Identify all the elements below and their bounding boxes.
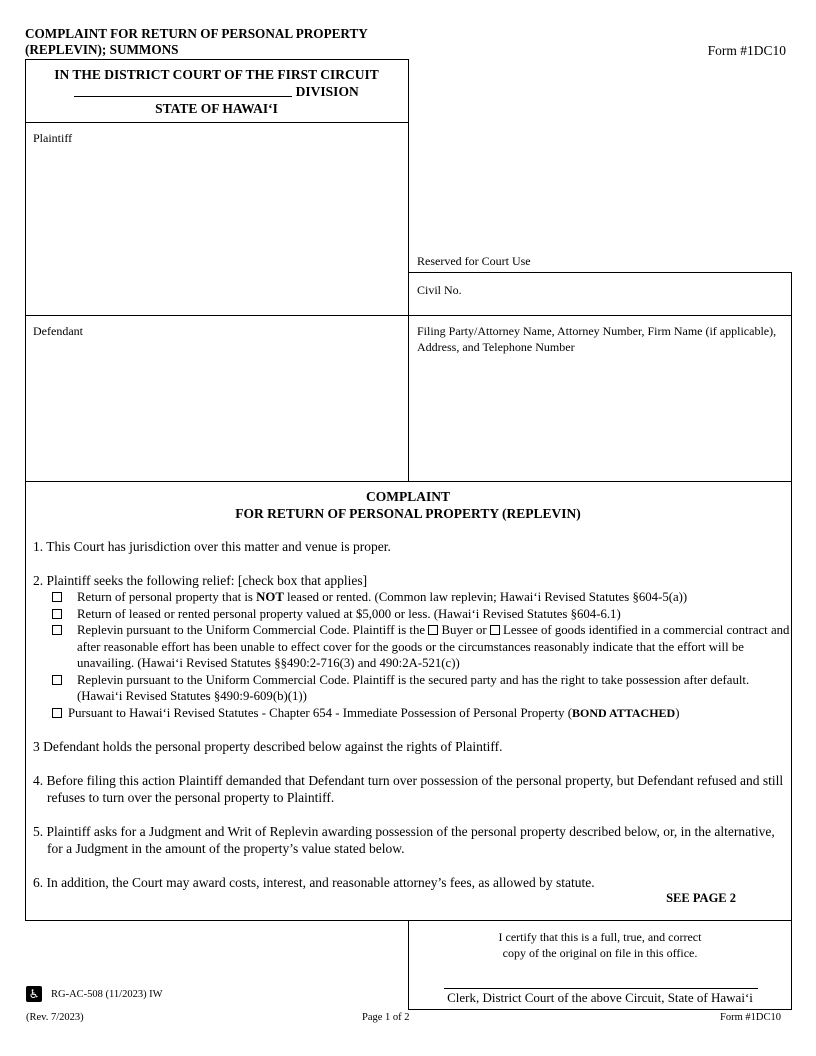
filing-party-label: Filing Party/Attorney Name, Attorney Number, Firm Name (if applicable), Address, and Telephone Number (417, 324, 777, 354)
complaint-subheading: FOR RETURN OF PERSONAL PROPERTY (REPLEVIN) (235, 506, 581, 521)
relief-option-2-text: Return of leased or rented personal property valued at $5,000 or less. (Hawai‘i Revised Statutes §604-6.1) (77, 606, 621, 621)
buyer-checkbox[interactable] (428, 625, 438, 635)
relief-option-2-checkbox[interactable] (52, 609, 62, 619)
defendant-field[interactable] (26, 342, 407, 478)
state-name: STATE OF HAWAI‘I (155, 101, 278, 116)
complaint-body (25, 488, 791, 906)
form-title-line1: COMPLAINT FOR RETURN OF PERSONAL PROPERTY (25, 26, 368, 41)
relief-option-3 (25, 622, 791, 672)
plaintiff-field[interactable] (26, 150, 407, 310)
paragraph-3: 3 Defendant holds the personal property described below against the rights of Plaintiff. (33, 739, 503, 754)
relief-option-1-text-b: leased or rented. (Common law replevin; Hawai‘i Revised Statutes §604-5(a)) (283, 590, 688, 604)
relief-option-4 (25, 672, 791, 705)
page-number: Page 1 of 2 (362, 1012, 410, 1023)
relief-option-5 (25, 705, 791, 722)
revision-date: (Rev. 7/2023) (26, 1012, 84, 1023)
relief-option-3-text-a: Replevin pursuant to the Uniform Commercial Code. Plaintiff is the (77, 623, 429, 637)
relief-option-4-checkbox[interactable] (52, 675, 62, 685)
reserved-label: Reserved for Court Use (417, 254, 531, 268)
relief-option-5-text-b: ) (675, 705, 680, 720)
relief-option-2 (25, 606, 791, 623)
clerk-signature-line[interactable] (444, 988, 758, 989)
certify-bottom-rule (408, 1009, 792, 1010)
form-number: Form #1DC10 (707, 43, 786, 58)
civil-no-top-rule (408, 272, 792, 273)
see-page-2: SEE PAGE 2 (666, 891, 736, 905)
defendant-label: Defendant (33, 324, 83, 338)
relief-option-1 (25, 589, 791, 606)
party-divider (25, 315, 792, 316)
lessee-checkbox[interactable] (490, 625, 500, 635)
division-label: DIVISION (295, 84, 359, 99)
relief-option-4-text: Replevin pursuant to the Uniform Commercial Code. Plaintiff is the secured party and has the right to take possession after default. (Hawai‘i Revised Statutes §490:9-609(b)(1)) (77, 672, 750, 703)
caption-top-rule (25, 59, 409, 60)
division-line (25, 83, 408, 100)
form-title-line2: (REPLEVIN); SUMMONS (25, 42, 179, 57)
paragraph-6: 6. In addition, the Court may award costs, interest, and reasonable attorney’s fees, as allowed by statute. (33, 875, 595, 890)
relief-option-1-text-a: Return of personal property that is (77, 590, 257, 604)
certification-line-1: I certify that this is a full, true, and correct (498, 930, 702, 944)
form-title (25, 26, 425, 58)
paragraph-4: 4. Before filing this action Plaintiff demanded that Defendant turn over possession of the personal property, but Defendant refused and still refuses to turn over the personal property to Plaintiff. (33, 773, 784, 805)
court-divider (25, 122, 409, 123)
relief-option-5-checkbox[interactable] (52, 708, 62, 718)
buyer-label: Buyer or (441, 623, 487, 637)
caption-bottom-rule (25, 481, 792, 482)
certification-text (410, 929, 790, 961)
wheelchair-icon: ♿ (26, 986, 42, 1002)
relief-option-1-checkbox[interactable] (52, 592, 62, 602)
paragraph-1: 1. This Court has jurisdiction over this matter and venue is proper. (33, 539, 391, 554)
relief-option-1-text-bold: NOT (256, 590, 284, 604)
certify-right-rule (791, 920, 792, 1010)
civil-no-label: Civil No. (417, 283, 462, 297)
certification-line-2: copy of the original on file in this office. (502, 946, 698, 960)
relief-option-5-text-a: Pursuant to Hawai‘i Revised Statutes - Chapter 654 - Immediate Possession of Personal Property ( (68, 705, 572, 720)
rg-code: RG-AC-508 (11/2023) IW (51, 989, 163, 1000)
relief-option-3-checkbox[interactable] (52, 625, 62, 635)
footer-form-number: Form #1DC10 (720, 1012, 781, 1023)
court-heading (25, 66, 408, 117)
civil-no-field[interactable] (480, 280, 785, 310)
relief-option-3-text-b: Lessee of goods identified in a commercial contract and after reasonable effort has been unable to effect cover for the goods or the circumstances reasonably indicate that the effort will be unavailing. (Hawai‘i Revised Statutes §§490:2-716(3) and 490:2A-521(c)) (77, 623, 790, 670)
clerk-label: Clerk, District Court of the above Circuit, State of Hawai‘i (447, 990, 753, 1005)
paragraph-5: 5. Plaintiff asks for a Judgment and Writ of Replevin awarding possession of the personal property described below, or, in the alternative, for a Judgment in the amount of the property’s value stated below. (33, 824, 775, 856)
bond-attached-label: BOND ATTACHED (571, 705, 676, 720)
right-rule (791, 272, 792, 921)
filing-party-field[interactable] (410, 360, 790, 478)
plaintiff-label: Plaintiff (33, 131, 73, 145)
paragraph-2: 2. Plaintiff seeks the following relief: [check box that applies] (33, 573, 368, 588)
division-blank[interactable] (74, 84, 292, 97)
complaint-heading: COMPLAINT (366, 489, 450, 504)
court-name: IN THE DISTRICT COURT OF THE FIRST CIRCUIT (54, 67, 379, 82)
certify-left-rule (408, 920, 409, 1010)
